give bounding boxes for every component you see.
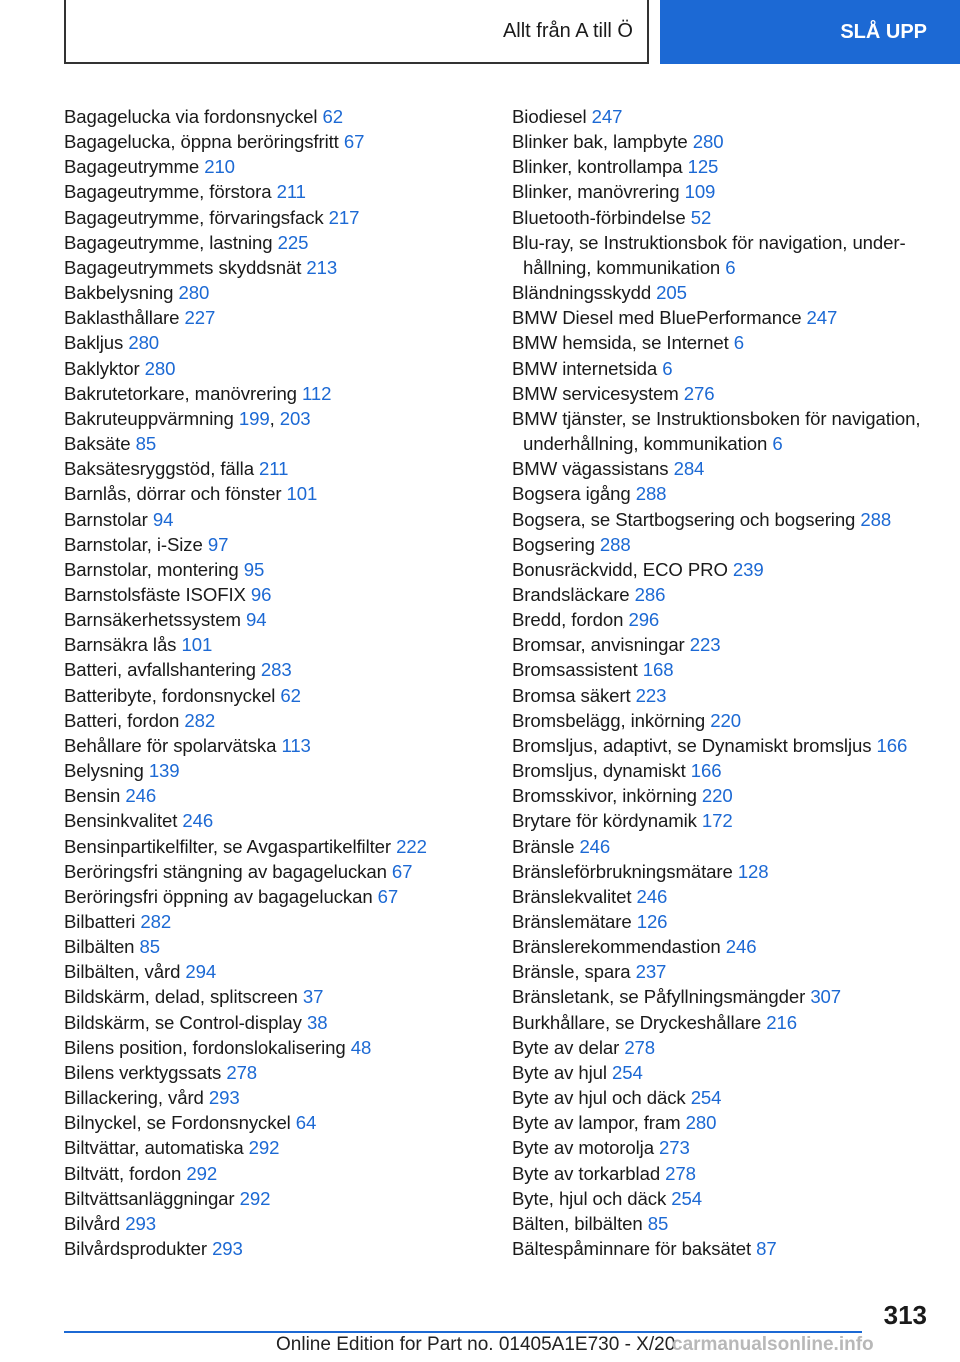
index-term: BMW servicesystem (512, 382, 679, 404)
page-number: 313 (883, 1300, 927, 1330)
index-entry (64, 1161, 484, 1186)
index-entry (512, 104, 932, 129)
index-term: Bagageutrymmets skyddsnät (64, 256, 302, 278)
page-link[interactable]: 282 (140, 911, 172, 932)
index-term: Bonusräckvidd, ECO PRO (512, 558, 728, 580)
index-entry (64, 1060, 484, 1085)
index-term: BMW tjänster, se Instruktionsboken för navigation, underhållning, kommunikation (512, 407, 921, 455)
index-term: Bilbälten, vård (64, 961, 181, 983)
index-term: Blinker, manövrering (512, 181, 680, 203)
page-link[interactable]: 292 (186, 1162, 218, 1184)
index-term: Bromsbelägg, inkörning (512, 709, 706, 731)
index-entry (64, 305, 484, 330)
index-term: Beröringsfri stängning av bagageluckan (64, 860, 387, 882)
index-entry (512, 733, 932, 758)
tab-look-up-label: SLÅ UPP (840, 20, 927, 43)
page-link[interactable]: 37 (302, 986, 324, 1008)
index-term: Barnsäkerhetssystem (64, 609, 241, 631)
index-entry (512, 657, 932, 682)
index-term: Byte av delar (512, 1036, 620, 1058)
page-link[interactable]: 247 (591, 106, 623, 127)
index-entry (64, 154, 484, 179)
index-entry (64, 431, 484, 456)
index-term: BMW Diesel med BluePerformance (512, 307, 802, 329)
index-term: Bränslekvalitet (512, 885, 632, 907)
index-entry (64, 280, 484, 305)
index-term: Bilnyckel, se Fordonsnyckel (64, 1112, 291, 1134)
tab-a-to-z-label: Allt från A till Ö (502, 19, 633, 42)
index-entry (64, 507, 484, 532)
index-term: Barnlås, dörrar och fönster (64, 483, 282, 505)
page-link[interactable]: 246 (579, 835, 611, 857)
index-entry (64, 607, 484, 632)
page-link[interactable]: 85 (139, 936, 160, 958)
index-entry (512, 154, 932, 179)
page-link[interactable]: 101 (286, 483, 318, 505)
index-entry (512, 859, 932, 884)
index-term: Bluetooth-förbindelse (512, 206, 686, 228)
index-term: Bakljus (64, 332, 124, 354)
index-entry (512, 381, 932, 406)
index-term: Baksätesryggstöd, fälla (64, 458, 254, 480)
index-entry (512, 808, 932, 833)
page-link[interactable]: 293 (125, 1212, 156, 1234)
index-entry (512, 205, 932, 230)
index-entry (512, 1110, 932, 1135)
index-column-right (512, 104, 932, 1261)
index-term: Bogsera igång (512, 483, 631, 505)
page-link[interactable]: 220 (701, 785, 733, 807)
index-term: Bromsljus, dynamiskt (512, 760, 686, 782)
index-term: BMW hemsida, se Internet (512, 332, 729, 354)
index-term: Byte av motorolja (512, 1137, 654, 1159)
page-link[interactable]: 67 (377, 885, 399, 907)
page-link[interactable]: 284 (673, 458, 705, 480)
index-term: Bromsljus, adaptivt, se Dynamiskt bromsljus (512, 734, 872, 756)
index-term: Byte av hjul och däck (512, 1087, 686, 1109)
index-term: Bränslemätare (512, 911, 632, 932)
index-entry (64, 657, 484, 682)
page-link[interactable]: 292 (248, 1137, 280, 1159)
index-term: Bländningsskydd (512, 282, 652, 304)
page-link[interactable]: 254 (612, 1061, 643, 1083)
index-entry (512, 834, 932, 859)
page-link[interactable]: 288 (635, 483, 667, 505)
page-link[interactable]: 95 (243, 558, 265, 580)
index-term: Biltvättsanläggningar (64, 1187, 235, 1209)
tab-look-up[interactable] (660, 0, 960, 64)
index-term: Bränsle, spara (512, 961, 631, 983)
index-term: Biodiesel (512, 106, 587, 127)
page-link[interactable]: 246 (182, 810, 214, 832)
page-link[interactable]: 222 (396, 835, 427, 857)
page-link[interactable]: 6 (662, 357, 673, 379)
page-link[interactable]: 246 (725, 936, 757, 958)
index-entry (64, 708, 484, 733)
page-link[interactable]: 246 (125, 785, 157, 807)
page-link[interactable]: 288 (599, 533, 631, 555)
page-link[interactable]: 125 (687, 156, 719, 178)
index-term: Batteribyte, fordonsnyckel (64, 684, 276, 706)
index-entry (64, 205, 484, 230)
index-term: Bagageutrymme, lastning (64, 231, 273, 253)
page-link[interactable]: 113 (281, 734, 311, 756)
index-entry (64, 456, 484, 481)
index-entry (64, 1085, 484, 1110)
index-entry (64, 1236, 484, 1261)
page-link[interactable]: 139 (148, 760, 180, 782)
index-term: Barnstolsfäste ISOFIX (64, 583, 246, 605)
index-term: Bromsassistent (512, 659, 638, 681)
index-entry (64, 984, 484, 1009)
page-link[interactable]: 254 (671, 1187, 702, 1209)
index-entry (512, 758, 932, 783)
page-link[interactable]: 6 (772, 433, 783, 455)
index-entry (64, 582, 484, 607)
index-entry (512, 230, 932, 280)
page-link[interactable]: 227 (184, 307, 216, 329)
index-term: Bogsera, se Startbogsering och bogsering (512, 508, 856, 530)
index-entry (64, 532, 484, 557)
page-link[interactable]: 239 (732, 558, 764, 580)
index-entry (64, 733, 484, 758)
index-term: Bakruteuppvärmning (64, 407, 234, 429)
page-link[interactable]: 166 (690, 760, 722, 782)
index-entry (512, 1236, 932, 1261)
index-term: Bälten, bilbälten (512, 1212, 643, 1234)
page-link[interactable]: 246 (636, 885, 668, 907)
index-entry (512, 984, 932, 1009)
index-term: Blinker bak, lampbyte (512, 131, 688, 153)
page-link[interactable]: 112 (302, 382, 332, 404)
index-entry (512, 582, 932, 607)
index-entry (512, 557, 932, 582)
index-entry (64, 859, 484, 884)
index-entry (64, 808, 484, 833)
index-entry (512, 1085, 932, 1110)
index-entry (512, 456, 932, 481)
index-entry (512, 683, 932, 708)
page-link[interactable]: 48 (350, 1036, 372, 1058)
index-term: Biltvättar, automatiska (64, 1137, 244, 1159)
index-entry (512, 1010, 932, 1035)
index-entry (512, 632, 932, 657)
index-entry (512, 129, 932, 154)
page-link[interactable]: 87 (756, 1238, 777, 1260)
index-entry (512, 330, 932, 355)
page-link[interactable]: 172 (701, 810, 733, 832)
page-link[interactable]: 6 (733, 332, 745, 354)
index-term: Byte av torkarblad (512, 1162, 661, 1184)
page-link[interactable]: 247 (806, 307, 838, 329)
page-link[interactable]: 64 (295, 1112, 317, 1134)
page-link[interactable]: 273 (659, 1137, 690, 1159)
index-entry (512, 305, 932, 330)
page-link[interactable]: 101 (181, 634, 213, 656)
page-link[interactable]: 294 (185, 961, 217, 983)
index-term: Bilens position, fordonslokalisering (64, 1036, 346, 1058)
index-term: Brytare för kördynamik (512, 810, 697, 832)
index-column-left (64, 104, 484, 1261)
index-entry: Bakruteuppvärmning 199, 203 (64, 407, 311, 429)
page-link[interactable]: 128 (737, 860, 769, 882)
index-term: Bakrutetorkare, manövrering (64, 382, 297, 404)
index-term: Bagageutrymme, förvaringsfack (64, 206, 324, 228)
index-entry (512, 959, 932, 984)
index-entry (512, 909, 932, 934)
page-link[interactable]: 237 (635, 961, 667, 983)
page-link[interactable]: 280 (128, 332, 160, 354)
page-link[interactable]: 220 (710, 709, 741, 731)
index-entry (512, 481, 932, 506)
index-term: Batteri, avfallshantering (64, 659, 256, 681)
page-link[interactable]: 85 (135, 433, 157, 455)
page-link[interactable]: 282 (184, 709, 216, 731)
index-entry (64, 557, 484, 582)
index-term: Barnstolar, i-Size (64, 533, 203, 555)
index-entry (512, 532, 932, 557)
index-entry (64, 934, 484, 959)
index-entry (64, 104, 484, 129)
index-term: Bildskärm, delad, splitscreen (64, 986, 298, 1008)
index-entry (64, 1010, 484, 1035)
index-term: Bagageutrymme (64, 156, 200, 178)
index-entry (64, 481, 484, 506)
index-term: Blinker, kontrollampa (512, 156, 683, 178)
index-entry (512, 280, 932, 305)
index-entry (64, 758, 484, 783)
index-term: BMW internetsida (512, 357, 658, 379)
page-link[interactable]: 6 (725, 256, 736, 278)
page-link[interactable]: 292 (239, 1187, 271, 1209)
index-term: Bredd, fordon (512, 609, 624, 631)
index-entry (512, 1035, 932, 1060)
index-entry (64, 255, 484, 280)
page-link[interactable]: 67 (343, 131, 365, 153)
page-link[interactable]: 211 (276, 181, 306, 203)
page-link[interactable]: 278 (624, 1036, 656, 1058)
index-term: Baksäte (64, 433, 131, 455)
page-link[interactable]: 67 (391, 860, 413, 882)
index-entry (64, 884, 484, 909)
page-link[interactable]: 293 (208, 1087, 240, 1109)
index-entry (512, 406, 932, 456)
index-term: Bränsleförbrukningsmätare (512, 860, 733, 882)
page-link[interactable]: 217 (328, 206, 360, 228)
index-term: Behållare för spolarvätska (64, 734, 277, 756)
index-entry (512, 1060, 932, 1085)
index-term: Bensinpartikelfilter, se Avgaspartikelfilter (64, 835, 392, 857)
page-link[interactable]: 225 (277, 231, 309, 253)
index-entry (512, 1135, 932, 1160)
index-term: Bränsletank, se Påfyllningsmängder (512, 986, 806, 1008)
page-link[interactable]: 199 (238, 407, 270, 429)
index-entry (64, 834, 484, 859)
index-term: Bromsa säkert (512, 684, 631, 706)
watermark: carmanualsonline.info (672, 1334, 874, 1355)
index-entry (64, 356, 484, 381)
page-link[interactable]: 223 (635, 684, 667, 706)
page-link[interactable]: 254 (690, 1087, 722, 1109)
page-link[interactable]: 94 (152, 508, 174, 530)
index-term: Bromsskivor, inkörning (512, 785, 697, 807)
index-term: Bromsar, anvisningar (512, 634, 685, 656)
page-link[interactable]: 94 (245, 609, 267, 631)
footer-divider (64, 1331, 862, 1333)
index-entry (64, 1110, 484, 1135)
tab-a-to-z[interactable] (64, 0, 649, 64)
page-link[interactable]: 296 (628, 609, 660, 631)
page-link[interactable]: 211 (259, 458, 289, 480)
page-link[interactable]: 307 (810, 986, 842, 1008)
index-entry (512, 783, 932, 808)
index-term: Barnstolar (64, 508, 148, 530)
index-term: Bagagelucka via fordonsnyckel (64, 106, 318, 127)
index-term: Brandsläckare (512, 583, 630, 605)
index-entry (64, 632, 484, 657)
page-link[interactable]: 280 (685, 1112, 717, 1134)
page-link[interactable]: 210 (204, 156, 235, 178)
page-link[interactable]: 126 (636, 911, 668, 932)
index-entry (64, 783, 484, 808)
page-link[interactable]: 278 (665, 1162, 696, 1184)
index-entry (512, 708, 932, 733)
page-link[interactable]: 85 (647, 1212, 669, 1234)
page-link[interactable]: 283 (260, 659, 292, 681)
index-term: Bogsering (512, 533, 595, 555)
page-link[interactable]: 278 (226, 1061, 258, 1083)
index-entry (64, 1211, 484, 1236)
footer-edition-text: Online Edition for Part no. 01405A1E730 - X/20 (276, 1334, 676, 1355)
page-link[interactable]: 166 (876, 734, 908, 756)
index-entry (64, 683, 484, 708)
index-term: Bränsle (512, 835, 575, 857)
index-term: Bagagelucka, öppna beröringsfritt (64, 131, 339, 153)
index-entry (64, 1135, 484, 1160)
page-link[interactable]: 280 (692, 131, 724, 153)
index-entry (64, 330, 484, 355)
index-entry (64, 129, 484, 154)
page-link[interactable]: 280 (178, 282, 210, 304)
index-term: Bensin (64, 785, 121, 807)
index-term: Barnsäkra lås (64, 634, 177, 656)
index-entry (512, 1161, 932, 1186)
index-term: Bilens verktygssats (64, 1061, 222, 1083)
index-term: Baklasthållare (64, 307, 180, 329)
index-term: Biltvätt, fordon (64, 1162, 182, 1184)
index-entry (64, 179, 484, 204)
page-link[interactable]: 62 (322, 106, 343, 127)
page-link[interactable]: 96 (250, 583, 272, 605)
page-link[interactable]: 97 (207, 533, 229, 555)
index-term: Bilvård (64, 1212, 121, 1234)
index-entry (64, 1035, 484, 1060)
index-term: Billackering, vård (64, 1087, 204, 1109)
index-term: Barnstolar, montering (64, 558, 239, 580)
page-link[interactable]: 203 (279, 407, 311, 429)
index-entry (512, 884, 932, 909)
index-entry (512, 179, 932, 204)
index-entry (64, 1186, 484, 1211)
index-entry (512, 356, 932, 381)
index-term: Bilbatteri (64, 911, 136, 932)
index-entry (512, 934, 932, 959)
index-term: Bränslerekommendastion (512, 936, 721, 958)
page-link[interactable]: 223 (689, 634, 721, 656)
index-term: Bilbälten (64, 936, 135, 958)
index-term: Byte, hjul och däck (512, 1187, 667, 1209)
page-link[interactable]: 38 (306, 1011, 328, 1033)
index-term: Batteri, fordon (64, 709, 180, 731)
index-term: Blu-ray, se Instruktionsbok för navigation, underhållning, kommunikation (512, 231, 906, 278)
index-term: Belysning (64, 760, 144, 782)
page-link[interactable]: 293 (212, 1238, 243, 1260)
page-link[interactable]: 216 (766, 1011, 797, 1033)
page-link[interactable]: 168 (642, 659, 674, 681)
page-link[interactable]: 286 (634, 583, 666, 605)
index-term: Burkhållare, se Dryckeshållare (512, 1011, 762, 1033)
page-link[interactable]: 280 (144, 357, 176, 379)
page-link[interactable]: 52 (690, 206, 712, 228)
index-term: Bakbelysning (64, 282, 174, 304)
page-link[interactable]: 276 (683, 382, 715, 404)
index-entry (512, 507, 932, 532)
index-entry (64, 381, 484, 406)
index-entry (64, 959, 484, 984)
index-term: Bagageutrymme, förstora (64, 181, 272, 203)
page-link[interactable]: 205 (656, 282, 687, 304)
index-entry (64, 909, 484, 934)
index-entry (512, 1186, 932, 1211)
index-term: Byte av hjul (512, 1061, 607, 1083)
page-link[interactable]: 213 (306, 256, 338, 278)
index-term: Bältespåminnare för baksätet (512, 1238, 752, 1260)
page-link[interactable]: 288 (860, 508, 892, 530)
index-entry (512, 1211, 932, 1236)
index-term: Beröringsfri öppning av bagageluckan (64, 885, 373, 907)
index-term: Byte av lampor, fram (512, 1112, 681, 1134)
page-link[interactable]: 109 (684, 181, 716, 203)
index-entry (512, 607, 932, 632)
index-term: Baklyktor (64, 357, 140, 379)
index-entry (64, 230, 484, 255)
page-link[interactable]: 62 (280, 684, 301, 706)
index-term: Bildskärm, se Control-display (64, 1011, 302, 1033)
index-term: Bensinkvalitet (64, 810, 178, 832)
index-term: Bilvårdsprodukter (64, 1238, 207, 1260)
index-term: BMW vägassistans (512, 458, 669, 480)
